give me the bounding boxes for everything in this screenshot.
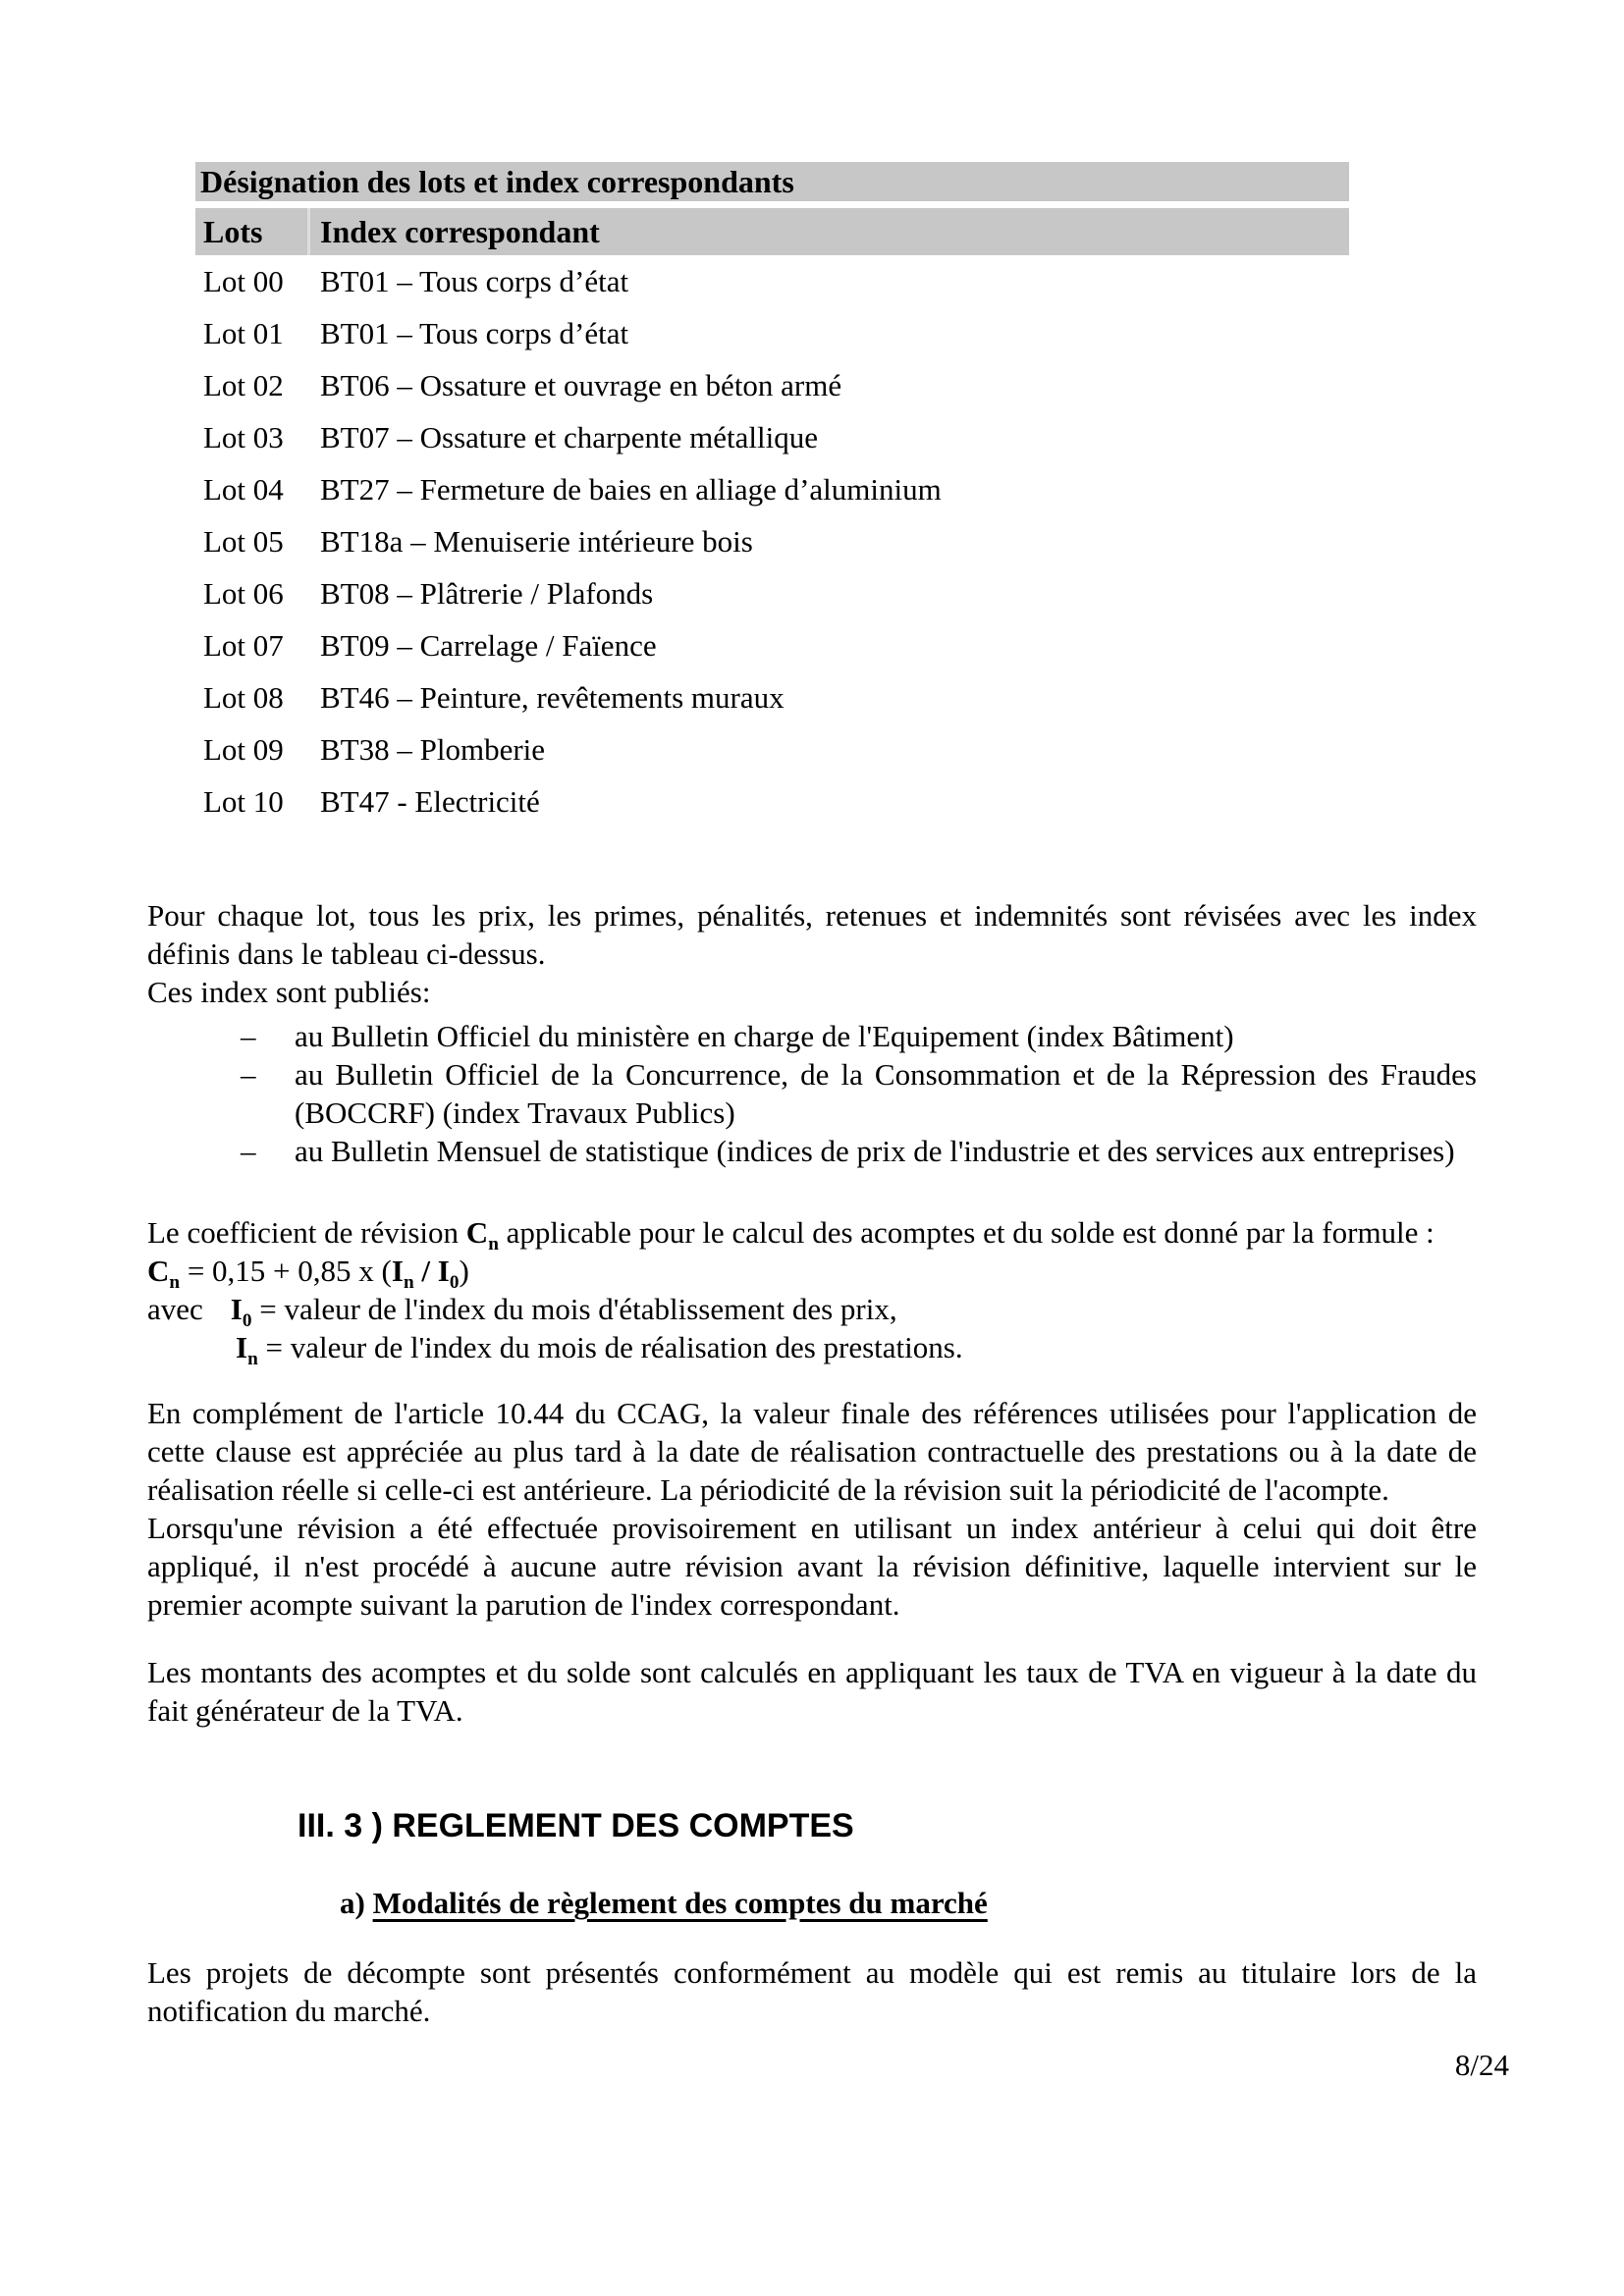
column-header-lots: Lots [203,213,263,249]
paragraph-decompte: Les projets de décompte sont présentés conformément au modèle qui est remis au titulaire lors de la notification du marché. [147,1955,1477,2028]
formula-line [147,1252,1477,1294]
lot-cell: Lot 09 [203,732,284,767]
lot-cell: Lot 07 [203,628,284,663]
bullet-text: au Bulletin Officiel de la Concurrence, de la Consommation et de la Répression des Fraudes (BOCCRF) (index Travaux Publics) [295,1057,1477,1130]
table-row [195,515,1349,567]
bullet-text: au Bulletin Officiel du ministère en charge de l'Equipement (index Bâtiment) [295,1019,1234,1053]
index-cell: BT01 – Tous corps d’état [320,316,629,350]
section-heading-reglement-des-comptes: III. 3 ) REGLEMENT DES COMPTES [298,1807,854,1844]
table-row [195,775,1349,828]
table-row [195,671,1349,723]
table-row [195,255,1349,307]
column-header-index: Index correspondant [320,213,600,249]
lot-cell: Lot 06 [203,576,284,611]
list-item [147,1017,1477,1055]
table-row [195,411,1349,463]
cn-symbol: $C_n$ [147,1254,181,1294]
lot-cell: Lot 02 [203,368,284,402]
table-row [195,723,1349,775]
index-cell: BT27 – Fermeture de baies en alliage d’aluminium [320,472,942,507]
index-cell: BT01 – Tous corps d’état [320,264,629,298]
index-cell: BT06 – Ossature et ouvrage en béton armé [320,368,842,402]
paragraph-ccag-provisional-revision: Lorsqu'une révision a été effectuée provisoirement en utilisant un index antérieur à celui qui doit être appliqué, il n'est procédé à aucune autre révision avant la révision définitive, laquelle intervient sur le premier acompte suivant la parution de l'index correspondant. [147,1511,1477,1622]
subsection-title: Modalités de règlement des comptes du marché [372,1886,988,1920]
subsection-prefix: a) [340,1886,373,1920]
lot-cell: Lot 10 [203,784,284,819]
index-cell: BT47 - Electricité [320,784,540,819]
lot-cell: Lot 08 [203,680,284,715]
paragraph-revision-intro: Pour chaque lot, tous les prix, les primes, pénalités, retenues et indemnités sont révisées avec les index définis dans le tableau ci-dessus. [147,898,1477,971]
in-symbol: $I_n$ [236,1330,258,1370]
formula-text: = 0,15 + 0,85 x ( [180,1254,392,1288]
definition-text: = valeur de l'index du mois de réalisation des prestations. [257,1330,963,1364]
index-cell: BT18a – Menuiserie intérieure bois [320,524,753,559]
index-cell: BT07 – Ossature et charpente métallique [320,420,819,454]
lot-cell: Lot 04 [203,472,284,507]
dash-bullet-icon: – [241,1134,256,1168]
table-title: Désignation des lots et index correspondants [195,162,1349,201]
i0-symbol: $I_0$ [230,1292,252,1332]
lot-cell: Lot 00 [203,264,284,298]
formula-slash: / [413,1254,438,1288]
table-row [195,463,1349,515]
table-header-row [195,208,1349,255]
index-cell: BT46 – Peinture, revêtements muraux [320,680,785,715]
table-row [195,307,1349,359]
formula-definition-i0 [147,1290,1477,1332]
paragraph-tva: Les montants des acomptes et du solde sont calculés en appliquant les taux de TVA en vigueur à la date du fait générateur de la TVA. [147,1655,1477,1728]
lot-cell: Lot 01 [203,316,284,350]
index-cell: BT09 – Carrelage / Faïence [320,628,657,663]
definition-text: = valeur de l'index du mois d'établissement des prix, [251,1292,897,1326]
i0-symbol: $I_0$ [437,1254,460,1294]
subsection-heading-modalites [340,1883,1477,1924]
in-symbol: $I_n$ [391,1254,414,1294]
paragraph-index-published: Ces index sont publiés: [147,975,431,1009]
coefficient-text: applicable pour le calcul des acomptes et du solde est donné par la formule : [498,1215,1435,1250]
formula-definition-in [147,1328,1477,1370]
index-cell: BT08 – Plâtrerie / Plafonds [320,576,654,611]
page-number: 8/24 [1454,2048,1509,2082]
lots-index-table [195,162,1349,828]
table-row [195,619,1349,671]
coefficient-text: Le coefficient de révision [147,1215,466,1250]
lot-cell: Lot 05 [203,524,284,559]
formula-text: ) [459,1254,469,1288]
dash-bullet-icon: – [241,1057,256,1092]
cn-symbol: $C_n$ [465,1215,499,1255]
table-row [195,567,1349,619]
avec-label: avec [147,1292,203,1326]
dash-bullet-icon: – [241,1019,256,1053]
table-row [195,359,1349,411]
bullet-text: au Bulletin Mensuel de statistique (indices de prix de l'industrie et des services aux entreprises) [295,1134,1455,1168]
lot-cell: Lot 03 [203,420,284,454]
paragraph-ccag-final-value: En complément de l'article 10.44 du CCAG, la valeur finale des références utilisées pour l'application de cette clause est appréciée au plus tard à la date de réalisation contractuelle des prestations ou à la date de réalisation réelle si celle-ci est antérieure. La périodicité de la révision suit la périodicité de l'acompte. [147,1396,1477,1507]
list-item [147,1132,1477,1170]
list-item [147,1055,1477,1132]
index-cell: BT38 – Plomberie [320,732,546,767]
paragraph-coefficient [147,1213,1477,1255]
